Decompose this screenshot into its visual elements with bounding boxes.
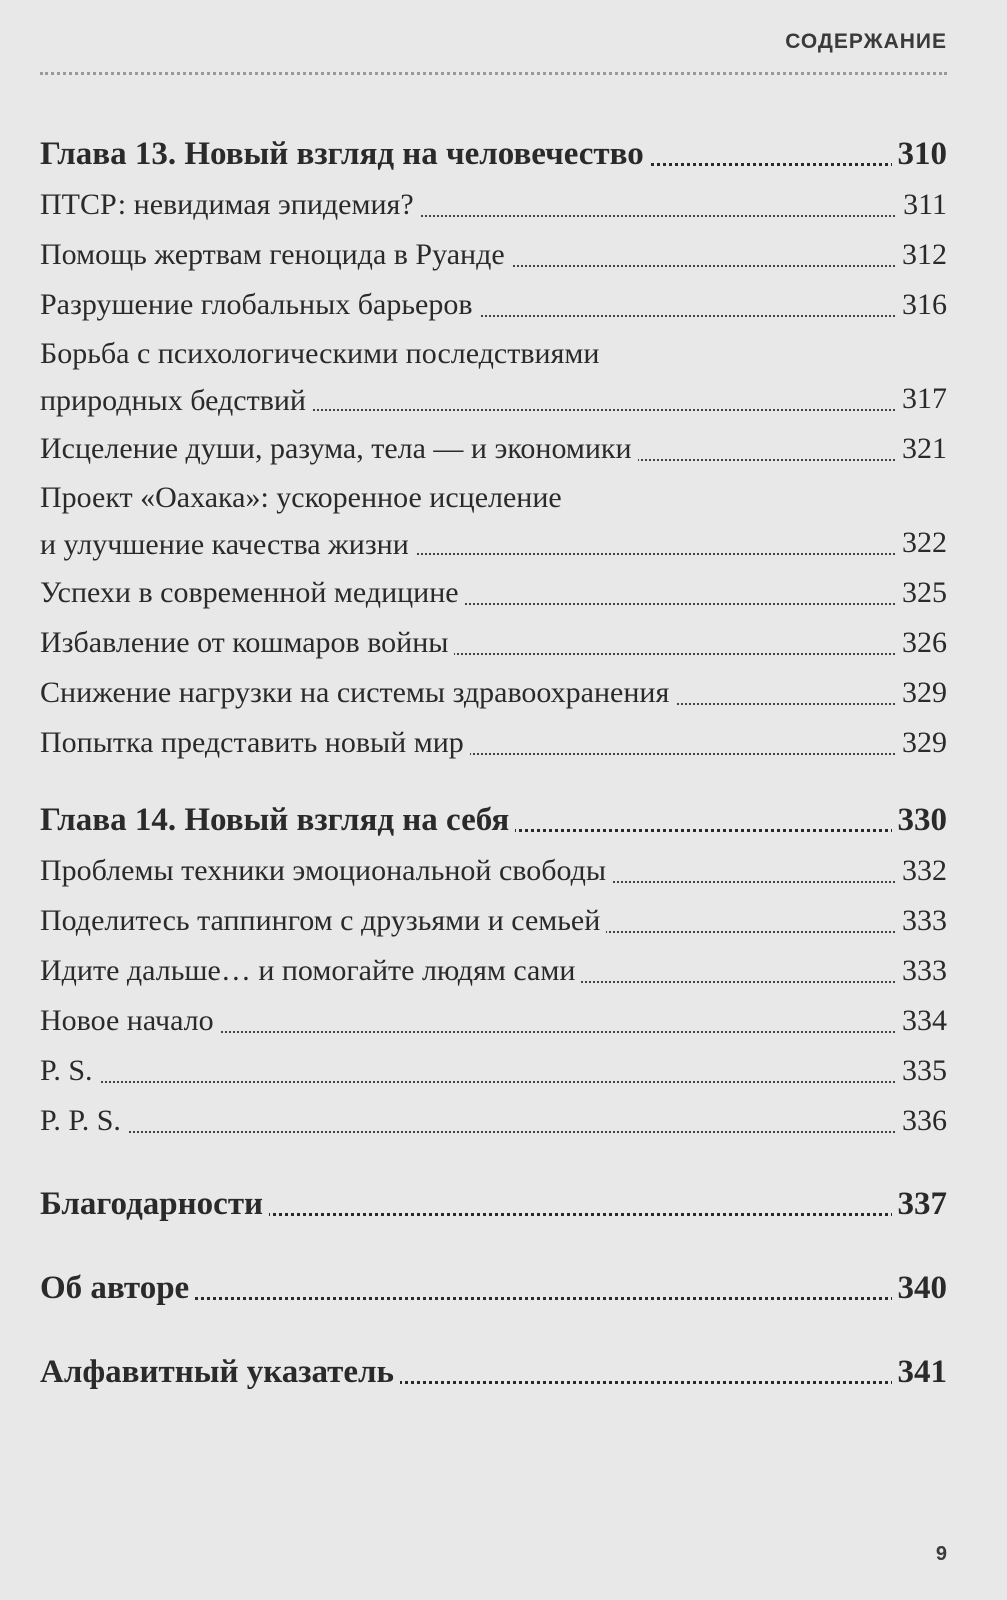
toc-entry-title: Новое начало bbox=[40, 1004, 220, 1037]
toc-entry-title: Алфавитный указатель bbox=[40, 1354, 400, 1390]
toc-entry-page: 332 bbox=[896, 846, 947, 896]
toc-acknowledgements[interactable] bbox=[40, 1178, 947, 1230]
table-of-contents bbox=[40, 128, 947, 1398]
toc-entry-page: 316 bbox=[896, 280, 947, 330]
toc-entry-title: ПТСР: невидимая эпидемия? bbox=[40, 188, 420, 221]
dot-leader bbox=[40, 1081, 947, 1083]
toc-entry-page: 322 bbox=[896, 518, 947, 568]
toc-entry-page: 341 bbox=[892, 1346, 948, 1398]
toc-entry[interactable] bbox=[40, 846, 947, 896]
toc-entry-title: Помощь жертвам геноцида в Руанде bbox=[40, 238, 511, 271]
toc-entry[interactable] bbox=[40, 1096, 947, 1146]
toc-entry-page: 321 bbox=[896, 424, 947, 474]
toc-entry[interactable] bbox=[40, 1046, 947, 1096]
toc-entry-page: 333 bbox=[896, 896, 947, 946]
toc-entry-title: Исцеление души, разума, тела — и экономики bbox=[40, 432, 638, 465]
toc-index[interactable] bbox=[40, 1346, 947, 1398]
toc-entry[interactable] bbox=[40, 896, 947, 946]
toc-entry-page: 334 bbox=[896, 996, 947, 1046]
toc-entry-title: Поделитесь таппингом с друзьями и семьей bbox=[40, 904, 606, 937]
toc-entry-page: 337 bbox=[892, 1178, 948, 1230]
page-header bbox=[40, 30, 947, 75]
toc-entry-title: Разрушение глобальных барьеров bbox=[40, 288, 479, 321]
toc-entry-page: 340 bbox=[892, 1262, 948, 1314]
page-number: 9 bbox=[935, 1543, 947, 1565]
toc-entry-title: Об авторе bbox=[40, 1270, 195, 1306]
toc-entry-title: Глава 14. Новый взгляд на себя bbox=[40, 802, 515, 838]
toc-entry-page: 336 bbox=[896, 1096, 947, 1146]
toc-entry[interactable] bbox=[40, 280, 947, 330]
toc-entry-title: P. P. S. bbox=[40, 1104, 127, 1137]
toc-entry-title: Проект «Оахака»: ускоренное исцеление и улучшение качества жизни bbox=[40, 481, 568, 561]
toc-entry-page: 312 bbox=[896, 230, 947, 280]
toc-entry[interactable] bbox=[40, 474, 947, 568]
toc-entry-title: Глава 13. Новый взгляд на человечество bbox=[40, 136, 650, 172]
toc-entry-title: Снижение нагрузки на системы здравоохранения bbox=[40, 676, 675, 709]
toc-entry-page: 329 bbox=[896, 668, 947, 718]
dot-leader bbox=[40, 1131, 947, 1133]
toc-entry-title: Борьба с психологическими последствиями природных бедствий bbox=[40, 337, 605, 417]
toc-entry-page: 335 bbox=[896, 1046, 947, 1096]
toc-entry-title: P. S. bbox=[40, 1054, 99, 1087]
toc-entry[interactable] bbox=[40, 618, 947, 668]
toc-entry-title: Избавление от кошмаров войны bbox=[40, 626, 454, 659]
toc-entry-title: Успехи в современной медицине bbox=[40, 576, 465, 609]
toc-entry-page: 310 bbox=[892, 128, 948, 180]
toc-chapter-14[interactable] bbox=[40, 794, 947, 846]
toc-entry-title: Проблемы техники эмоциональной свободы bbox=[40, 854, 612, 887]
toc-entry[interactable] bbox=[40, 996, 947, 1046]
toc-entry-title: Попытка представить новый мир bbox=[40, 726, 470, 759]
toc-about-author[interactable] bbox=[40, 1262, 947, 1314]
toc-entry[interactable] bbox=[40, 718, 947, 768]
toc-entry[interactable] bbox=[40, 946, 947, 996]
toc-entry[interactable] bbox=[40, 180, 947, 230]
toc-entry-page: 311 bbox=[897, 180, 947, 230]
toc-entry-title: Благодарности bbox=[40, 1186, 269, 1222]
toc-entry-page: 330 bbox=[892, 794, 948, 846]
toc-entry[interactable] bbox=[40, 424, 947, 474]
running-head: СОДЕРЖАНИЕ bbox=[785, 30, 947, 53]
toc-entry-page: 326 bbox=[896, 618, 947, 668]
toc-entry[interactable] bbox=[40, 330, 947, 424]
toc-entry-page: 317 bbox=[896, 374, 947, 424]
toc-entry[interactable] bbox=[40, 668, 947, 718]
toc-entry-page: 333 bbox=[896, 946, 947, 996]
toc-entry-title: Идите дальше… и помогайте людям сами bbox=[40, 954, 581, 987]
toc-entry-page: 329 bbox=[896, 718, 947, 768]
toc-entry-page: 325 bbox=[896, 568, 947, 618]
toc-chapter-13[interactable] bbox=[40, 128, 947, 180]
toc-entry[interactable] bbox=[40, 230, 947, 280]
toc-entry[interactable] bbox=[40, 568, 947, 618]
